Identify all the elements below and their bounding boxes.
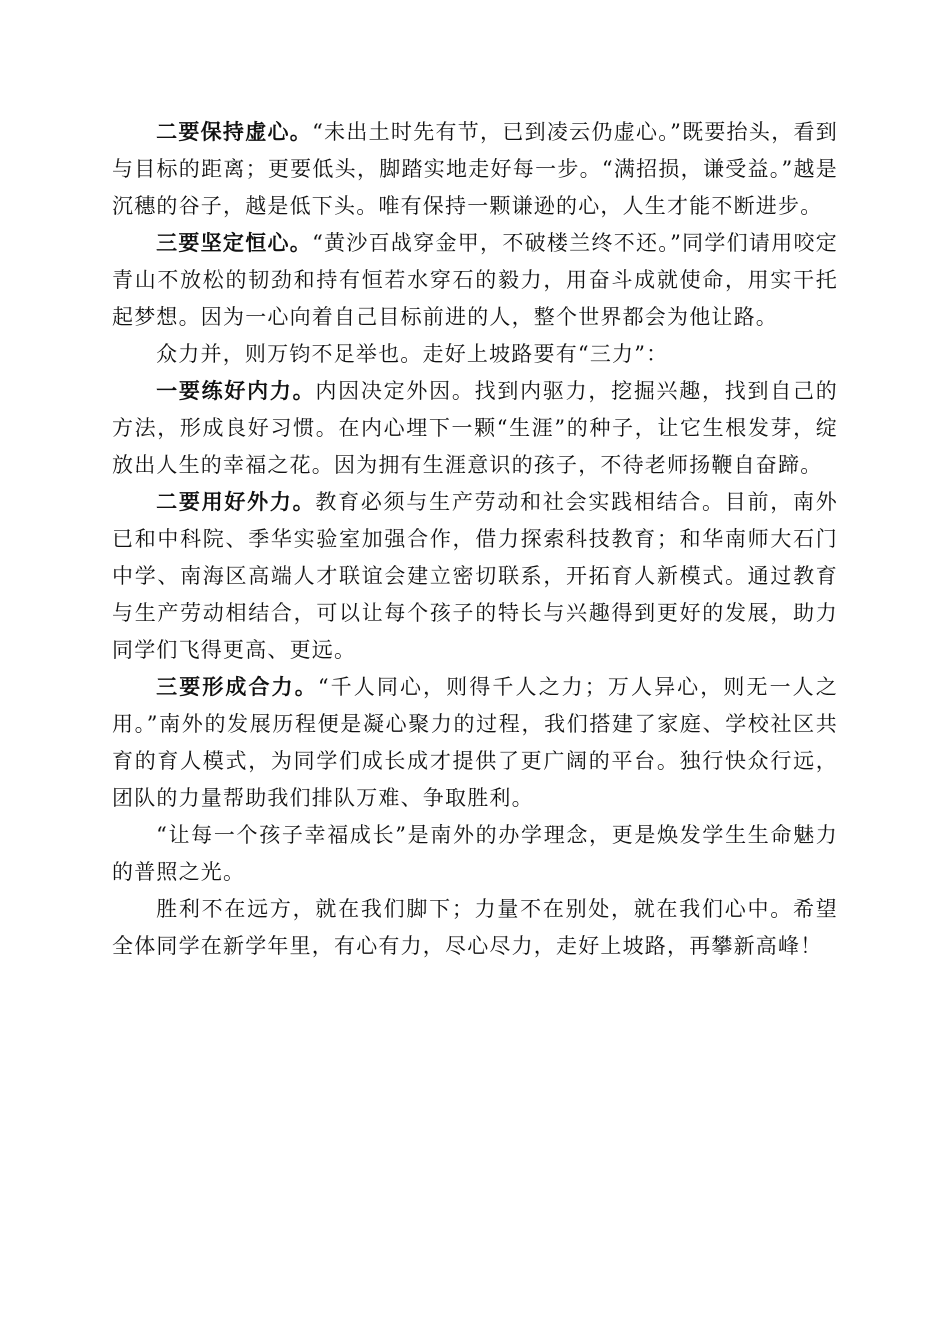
paragraph-lead: 三要形成合力。	[156, 675, 318, 699]
paragraph-text: 教育必须与生产劳动和社会实践相结合。目前，南外已和中科院、季华实验室加强合作，借力探索科技教育；和华南师大石门中学、南海区高端人才联谊会建立密切联系，开拓育人新模式。通过教育与生产劳动相结合，可以让每个孩子的特长与兴趣得到更好的发展，助力同学们飞得更高、更远。	[112, 490, 838, 662]
paragraph-lead: 二要保持虚心。	[156, 120, 313, 144]
paragraph-school-philosophy	[112, 817, 838, 891]
paragraph-closing	[112, 891, 838, 965]
paragraph-joint-force	[112, 669, 838, 817]
paragraph-lead: 三要坚定恒心。	[156, 231, 313, 255]
paragraph-lead: 一要练好内力。	[156, 379, 316, 403]
paragraph-external-force	[112, 484, 838, 669]
paragraph-three-forces-intro	[112, 336, 838, 373]
document-page	[112, 114, 838, 965]
paragraph-keep-humble	[112, 114, 838, 225]
paragraph-perseverance	[112, 225, 838, 336]
paragraph-text: 内因决定外因。找到内驱力，挖掘兴趣，找到自己的方法，形成良好习惯。在内心埋下一颗“生涯”的种子，让它生根发芽，绽放出人生的幸福之花。因为拥有生涯意识的孩子，不待老师扬鞭自奋蹄。	[112, 379, 838, 477]
paragraph-text: “让每一个孩子幸福成长”是南外的办学理念，更是焕发学生生命魅力的普照之光。	[112, 823, 838, 884]
paragraph-lead: 二要用好外力。	[156, 490, 316, 514]
paragraph-text: 众力并，则万钧不足举也。走好上坡路要有“三力”：	[156, 342, 669, 366]
paragraph-text: “黄沙百战穿金甲，不破楼兰终不还。”同学们请用咬定青山不放松的韧劲和持有恒若水穿石的毅力，用奋斗成就使命，用实干托起梦想。因为一心向着自己目标前进的人，整个世界都会为他让路。	[112, 231, 838, 329]
paragraph-inner-force	[112, 373, 838, 484]
paragraph-text: “未出土时先有节，已到凌云仍虚心。”既要抬头，看到与目标的距离；更要低头，脚踏实地走好每一步。“满招损，谦受益。”越是沉穗的谷子，越是低下头。唯有保持一颗谦逊的心，人生才能不断进步。	[112, 120, 838, 218]
paragraph-text: “千人同心，则得千人之力；万人异心，则无一人之用。”南外的发展历程便是凝心聚力的过程，我们搭建了家庭、学校社区共育的育人模式，为同学们成长成才提供了更广阔的平台。独行快众行远，团队的力量帮助我们排队万难、争取胜利。	[112, 675, 838, 810]
paragraph-text: 胜利不在远方，就在我们脚下；力量不在别处，就在我们心中。希望全体同学在新学年里，有心有力，尽心尽力，走好上坡路，再攀新高峰！	[112, 897, 838, 958]
